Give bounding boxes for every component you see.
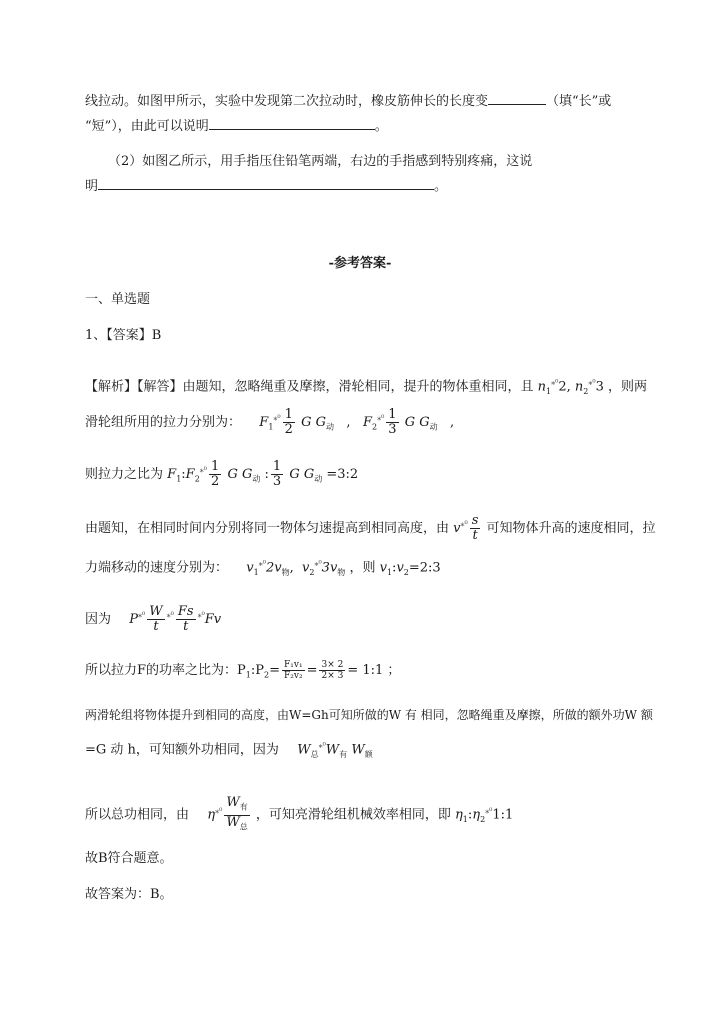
fraction-num: 1 (284, 407, 293, 422)
formula-mark: ⁎⁰ (588, 378, 596, 387)
analysis-text: 力端移动的速度分别为： (85, 560, 229, 576)
math-sub: 物 (281, 567, 290, 577)
answer-blank (209, 117, 375, 130)
math-G: G (315, 415, 326, 430)
math-sub: 有 (239, 802, 248, 812)
formula-mark: ⁎⁰ (138, 610, 146, 620)
question-text: （2）如图乙所示，用手指压住铅笔两端，右边的手指感到特别疼痛，这说 (108, 154, 533, 169)
analysis-text: ，则两 (608, 379, 648, 395)
math-sub: 2 (403, 567, 409, 577)
math-W: W (325, 742, 340, 758)
fraction-half (283, 408, 295, 437)
question-text: 。 (374, 119, 388, 134)
fraction-efficiency (224, 796, 249, 834)
analysis-text: 因为 (85, 612, 112, 627)
math-G: G (303, 467, 315, 482)
fraction-num: Fs (177, 604, 194, 619)
fraction-num: s (471, 513, 479, 528)
analysis-text: = 1:1 ； (347, 663, 401, 678)
analysis-text: 【解析】【解答】由题知，忽略绳重及摩擦，滑轮相同，提升的物体重相同，且 (85, 379, 534, 395)
analysis-line-12: 故答案为：B。 (85, 887, 173, 902)
analysis-text: :P (250, 663, 265, 678)
math-sub: 动 (314, 474, 323, 484)
math-G: G (227, 467, 238, 482)
formula-mark: ⁎⁰ (197, 610, 205, 620)
math-W: W (351, 742, 365, 758)
math-eta1: η (454, 807, 463, 823)
fraction-num: 3× 2 (321, 660, 344, 670)
question-line-3 (108, 153, 532, 171)
fraction-power-ratio (282, 660, 305, 681)
analysis-text: =G 动 h，可知额外功相同，因为 (85, 742, 279, 758)
math-eta2: η (472, 807, 481, 823)
math-sub: 总 (310, 749, 319, 759)
analysis-text: 由题知，在相同时间内分别将同一物体匀速提高到相同高度，由 (85, 521, 450, 536)
analysis-line-1 (85, 374, 647, 401)
math-sub: 2 (371, 422, 378, 432)
fraction-den: 2 (211, 474, 220, 489)
math-sub: 1 (462, 815, 468, 825)
math-sub: 动 (325, 422, 334, 432)
fraction-num: W (226, 795, 240, 810)
math-v1: v (246, 560, 254, 576)
fraction-den: t (153, 619, 159, 634)
math-G: G (289, 467, 300, 482)
formula-mark: ⁎⁰ (199, 465, 208, 475)
formula-mark: ⁎⁰ (551, 378, 559, 387)
math-sub: 物 (337, 567, 346, 577)
fraction-num: W (149, 604, 163, 619)
analysis-line-4 (85, 514, 656, 543)
math-v2: v (302, 560, 310, 576)
math-v: v (453, 521, 461, 536)
analysis-line-11: 故B符合题意。 (85, 851, 173, 866)
math-P: P (129, 612, 139, 627)
formula-mark: ⁎⁰ (377, 413, 385, 423)
fraction-W-t (147, 605, 164, 634)
question-text: 明 (85, 179, 99, 194)
math-F1: F (259, 415, 269, 430)
question-text: 线拉动。如图甲所示，实验中发现第二次拉动时，橡皮筋伸长的长度变 (85, 94, 489, 109)
fraction-num: 1 (272, 459, 282, 474)
math-sub: 2 (194, 474, 200, 484)
math-sub: 1 (245, 670, 251, 680)
formula-mark: ⁎⁰ (314, 559, 322, 568)
formula-mark: ⁎⁰ (273, 413, 281, 423)
math-n1: n (537, 379, 547, 395)
answer-heading: -参考答案- (328, 256, 392, 271)
math-G: G (404, 415, 416, 430)
math-v1: v (379, 560, 387, 576)
formula-mark: ⁎⁰ (485, 806, 493, 816)
fraction-den: 3 (272, 474, 282, 489)
formula-mark: ⁎⁰ (258, 559, 266, 568)
math-G: G (419, 415, 430, 430)
math-value: 2v (265, 560, 282, 576)
analysis-text: 滑轮组所用的拉力分别为： (85, 415, 242, 430)
formula-mark: ⁎⁰ (460, 519, 468, 529)
question-line-4 (85, 177, 447, 196)
math-value: 3v (321, 560, 338, 576)
analysis-line-7: 所以拉力F的功率之比为：$P_1:P_2=$ $\frac{\text{F₁v₁}}{\text{F₂v₂}}$ = $\frac{3\times 2}{2\times 3}$ = 1:1 ； (85, 660, 401, 681)
analysis-line-9 (85, 737, 373, 764)
math-Fv: Fv (204, 612, 222, 627)
analysis-line-5: 力端移动的速度分别为： $v_1^{⁎^0}2v_物$, $v_2^{⁎^0}3v_物$ ，则 $v_1:v_2=2:3$ (85, 559, 441, 577)
question-line-1 (85, 92, 611, 111)
analysis-text: ，则 (349, 560, 376, 576)
answer-label: 1、【答案】B (85, 328, 162, 343)
analysis-line-8: 两滑轮组将物体提升到相同的高度，由W=Gh可知所做的W 有 相同，忽略绳重及摩擦，所做的额外功W 额 (85, 708, 653, 722)
answer-blank (488, 92, 546, 105)
fraction-Fs-t (176, 605, 196, 634)
math-sub: 2 (264, 670, 270, 680)
fraction-den: t (183, 619, 189, 634)
analysis-text: = (269, 663, 281, 678)
analysis-line-6 (85, 605, 221, 634)
velocity-ratio: =2:3 (408, 560, 441, 576)
math-G: G (241, 467, 253, 482)
math-sub: 1 (268, 422, 274, 432)
fraction-num: 1 (388, 407, 397, 422)
fraction-half (209, 460, 221, 489)
math-sub: 1 (253, 567, 259, 577)
formula-mark: ⁎⁰ (215, 806, 223, 816)
math-sub: 总 (239, 822, 248, 832)
math-value: 2, (558, 379, 571, 395)
math-sub: 动 (429, 422, 438, 432)
math-sub: 1 (176, 474, 182, 484)
math-sub: 2 (309, 567, 315, 577)
math-eta: η (207, 807, 216, 823)
analysis-text: 所以拉力F的功率之比为：P (85, 663, 246, 678)
fraction-numeric (319, 660, 345, 681)
math-sub: 有 (339, 749, 348, 759)
formula-mark: ⁎⁰ (318, 741, 326, 750)
efficiency-ratio: 1:1 (492, 807, 514, 823)
math-v2: v (396, 560, 404, 576)
math-value: 3 (595, 379, 604, 395)
math-F2: F (185, 467, 195, 482)
analysis-line-2: 滑轮组所用的拉力分别为： $F_1^{⁎^0}$ $\frac{1}{2}$ G $G_动$ , $F_2^{⁎^0}$ $\frac{1}{3}$ G $G_动$ , (85, 407, 455, 437)
analysis-line-3: 则拉力之比为 $F_1:F_2^{⁎^0}$ $\frac{1}{2}$ G $G_动$ : $\frac{1}{3}$ G $G_动$ =3:2 (85, 459, 359, 489)
section-title: 一、单选题 (85, 292, 151, 307)
fraction-num: 1 (211, 459, 220, 474)
fraction-den: t (472, 528, 478, 543)
fraction-den: 2× 3 (321, 671, 344, 681)
fraction-den: W (226, 814, 240, 830)
math-sub: 动 (252, 474, 261, 484)
analysis-text: ，可知亮滑轮组机械效率相同，即 (255, 807, 451, 823)
fraction-den: 2 (284, 422, 293, 437)
math-G: G (301, 415, 312, 430)
formula-mark: ⁎⁰ (166, 610, 174, 620)
math-sub: 1 (386, 567, 393, 577)
analysis-text: 则拉力之比为 (85, 467, 164, 482)
force-ratio: =3:2 (326, 467, 359, 482)
math-sub: 2 (480, 815, 486, 825)
question-text: （填“长”或 (546, 94, 612, 109)
math-n2: n (574, 379, 584, 395)
math-F1: F (167, 467, 177, 482)
fraction-third (271, 460, 283, 489)
fraction-num: F₁v₁ (284, 660, 303, 670)
fraction-third (386, 408, 398, 437)
fraction-den: 3 (388, 422, 397, 437)
math-W: W (297, 742, 311, 758)
math-sub: 2 (583, 386, 589, 396)
math-F2: F (362, 415, 372, 430)
question-text: 。 (434, 179, 448, 194)
analysis-text: 所以总功相同，由 (85, 807, 190, 823)
fraction-s-t (470, 514, 481, 543)
math-sub: 额 (364, 749, 373, 759)
analysis-text: 可知物体升高的速度相同，拉 (486, 521, 656, 536)
question-line-2 (85, 117, 388, 136)
fraction-den: F₂v₂ (284, 671, 303, 681)
analysis-line-10: 所以总功相同，由 $\eta^{⁎^0}$ $\frac{W_有}{W_总}$ ，可知亮滑轮组机械效率相同，即 $\eta_1:\eta_2^{⁎^0}1:1$ (85, 796, 513, 834)
question-text: “短”），由此可以说明 (85, 119, 209, 134)
answer-blank (98, 177, 434, 190)
math-sub: 1 (546, 386, 552, 396)
